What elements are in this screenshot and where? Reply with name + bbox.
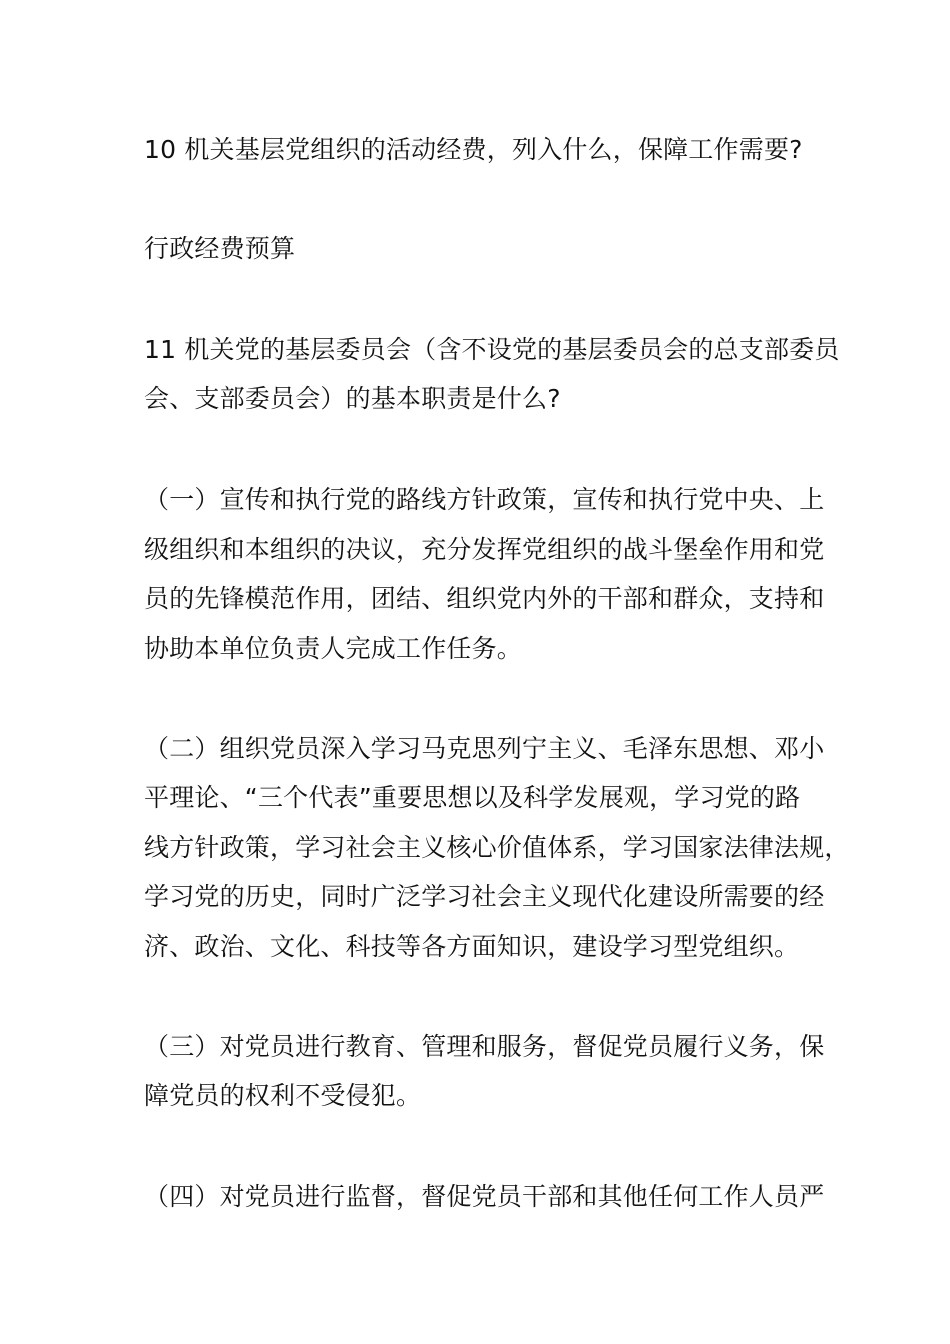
question-10: 10 机关基层党组织的活动经费，列入什么，保障工作需要? bbox=[144, 135, 803, 164]
item-1-line-3: 员的先锋模范作用，团结、组织党内外的干部和群众，支持和 bbox=[144, 584, 825, 613]
item-2-line-5: 济、政治、文化、科技等各方面知识，建设学习型党组织。 bbox=[144, 932, 800, 961]
item-2-line-2: 平理论、“三个代表”重要思想以及科学发展观，学习党的路 bbox=[144, 783, 801, 812]
item-1-line-2: 级组织和本组织的决议，充分发挥党组织的战斗堡垒作用和党 bbox=[144, 535, 825, 564]
item-2-line-1: （二）组织党员深入学习马克思列宁主义、毛泽东思想、邓小 bbox=[144, 734, 825, 763]
item-1-line-1: （一）宣传和执行党的路线方针政策，宣传和执行党中央、上 bbox=[144, 485, 825, 514]
item-3-line-1: （三）对党员进行教育、管理和服务，督促党员履行义务，保 bbox=[144, 1032, 825, 1061]
answer-10: 行政经费预算 bbox=[144, 234, 296, 263]
item-1-line-4: 协助本单位负责人完成工作任务。 bbox=[144, 634, 523, 663]
item-2-line-3: 线方针政策，学习社会主义核心价值体系，学习国家法律法规， bbox=[144, 833, 850, 862]
item-2-line-4: 学习党的历史，同时广泛学习社会主义现代化建设所需要的经 bbox=[144, 882, 825, 911]
question-11-line-1: 11 机关党的基层委员会（含不设党的基层委员会的总支部委员 bbox=[144, 335, 840, 364]
item-3-line-2: 障党员的权利不受侵犯。 bbox=[144, 1081, 422, 1110]
question-11-line-2: 会、支部委员会）的基本职责是什么? bbox=[144, 384, 561, 413]
item-4-line-1: （四）对党员进行监督，督促党员干部和其他任何工作人员严 bbox=[144, 1182, 825, 1211]
